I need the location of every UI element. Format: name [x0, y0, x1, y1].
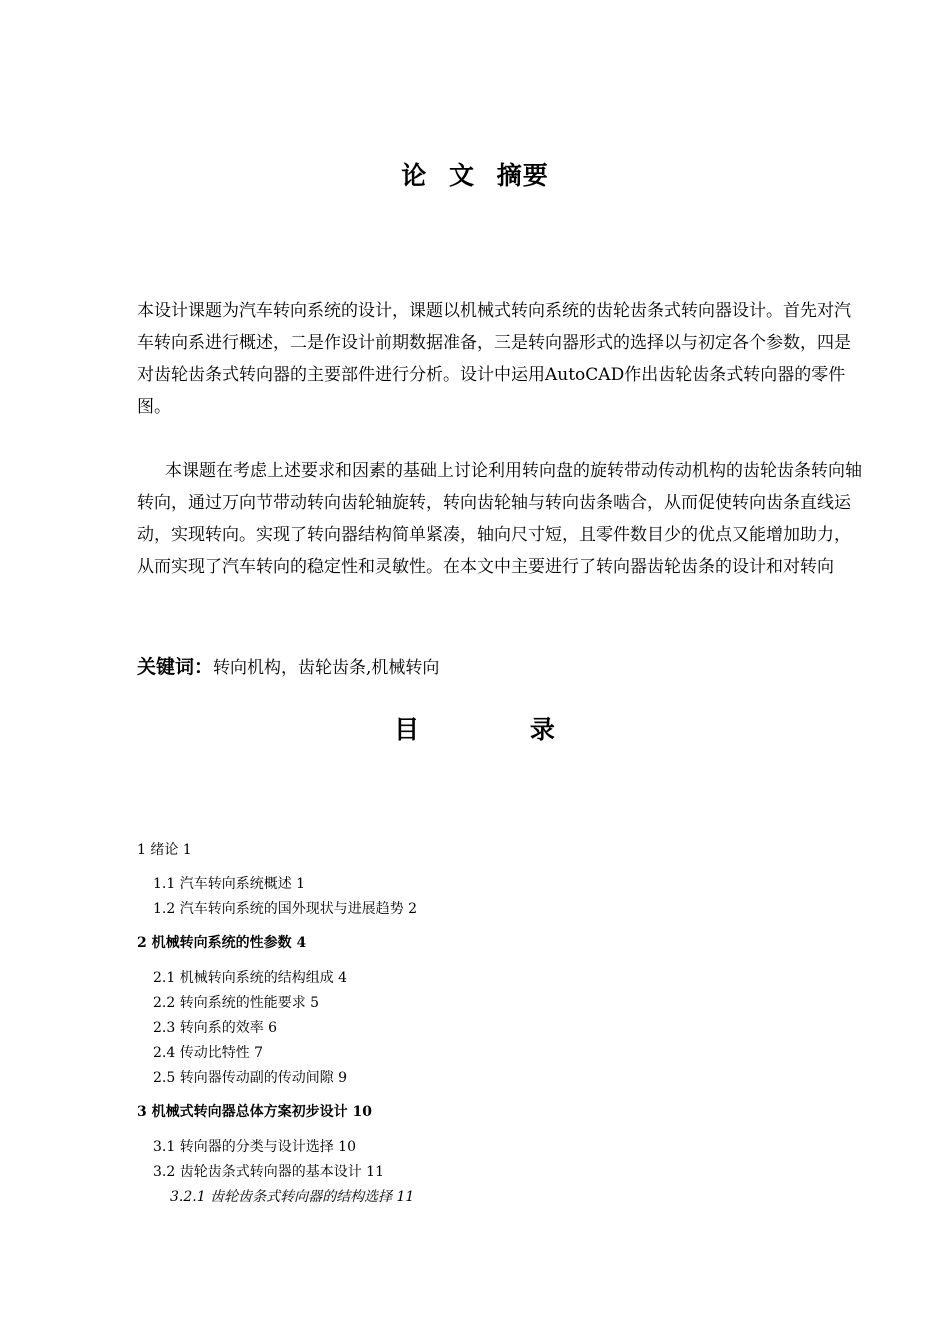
abstract-paragraph-2: 本课题在考虑上述要求和因素的基础上讨论利用转向盘的旋转带动传动机构的齿轮齿条转向轴转向，通过万向节带动转向齿轮轴旋转，转向齿轮轴与转向齿条啮合，从而促使转向齿条直线运动，实现转向。实现了转向器结构简单紧凑，轴向尺寸短，且零件数目少的优点又能增加助力，从而实现了汽车转向的稳定性和灵敏性。在本文中主要进行了转向器齿轮齿条的设计和对转向	[137, 461, 862, 577]
toc-entry[interactable]: 1 绪论 1	[137, 842, 192, 858]
toc-entry[interactable]: 2.3 转向系的效率 6	[153, 1020, 278, 1036]
toc-title: 目 录	[394, 715, 556, 744]
toc-entry[interactable]: 2.4 传动比特性 7	[153, 1045, 264, 1061]
toc-entry[interactable]: 2.1 机械转向系统的结构组成 4	[153, 970, 348, 986]
toc-entry[interactable]: 1.1 汽车转向系统概述 1	[153, 876, 306, 892]
abstract-paragraph-1: 本设计课题为汽车转向系统的设计，课题以机械式转向系统的齿轮齿条式转向器设计。首先对汽车转向系进行概述，二是作设计前期数据准备，三是转向器形式的选择以与初定各个参数，四是对齿轮齿条式转向器的主要部件进行分析。设计中运用AutoCAD作出齿轮齿条式转向器的零件图。	[137, 301, 851, 417]
toc-entry[interactable]: 2.2 转向系统的性能要求 5	[153, 995, 320, 1011]
toc-entry[interactable]: 2 机械转向系统的性参数 4	[137, 935, 307, 951]
abstract-title: 论 文 摘要	[401, 161, 549, 190]
toc-entry[interactable]: 2.5 转向器传动副的传动间隙 9	[153, 1070, 348, 1086]
keywords-text: 转向机构，齿轮齿条,机械转向	[213, 658, 440, 678]
toc-entry[interactable]: 3.1 转向器的分类与设计选择 10	[153, 1139, 356, 1155]
keywords-label: 关键词：	[137, 656, 214, 678]
toc-entry[interactable]: 3 机械式转向器总体方案初步设计 10	[137, 1104, 372, 1120]
toc-entry[interactable]: 1.2 汽车转向系统的国外现状与进展趋势 2	[153, 901, 418, 917]
toc-entry[interactable]: 3.2 齿轮齿条式转向器的基本设计 11	[153, 1164, 384, 1180]
toc-entry[interactable]: 3.2.1 齿轮齿条式转向器的结构选择 11	[170, 1189, 415, 1205]
